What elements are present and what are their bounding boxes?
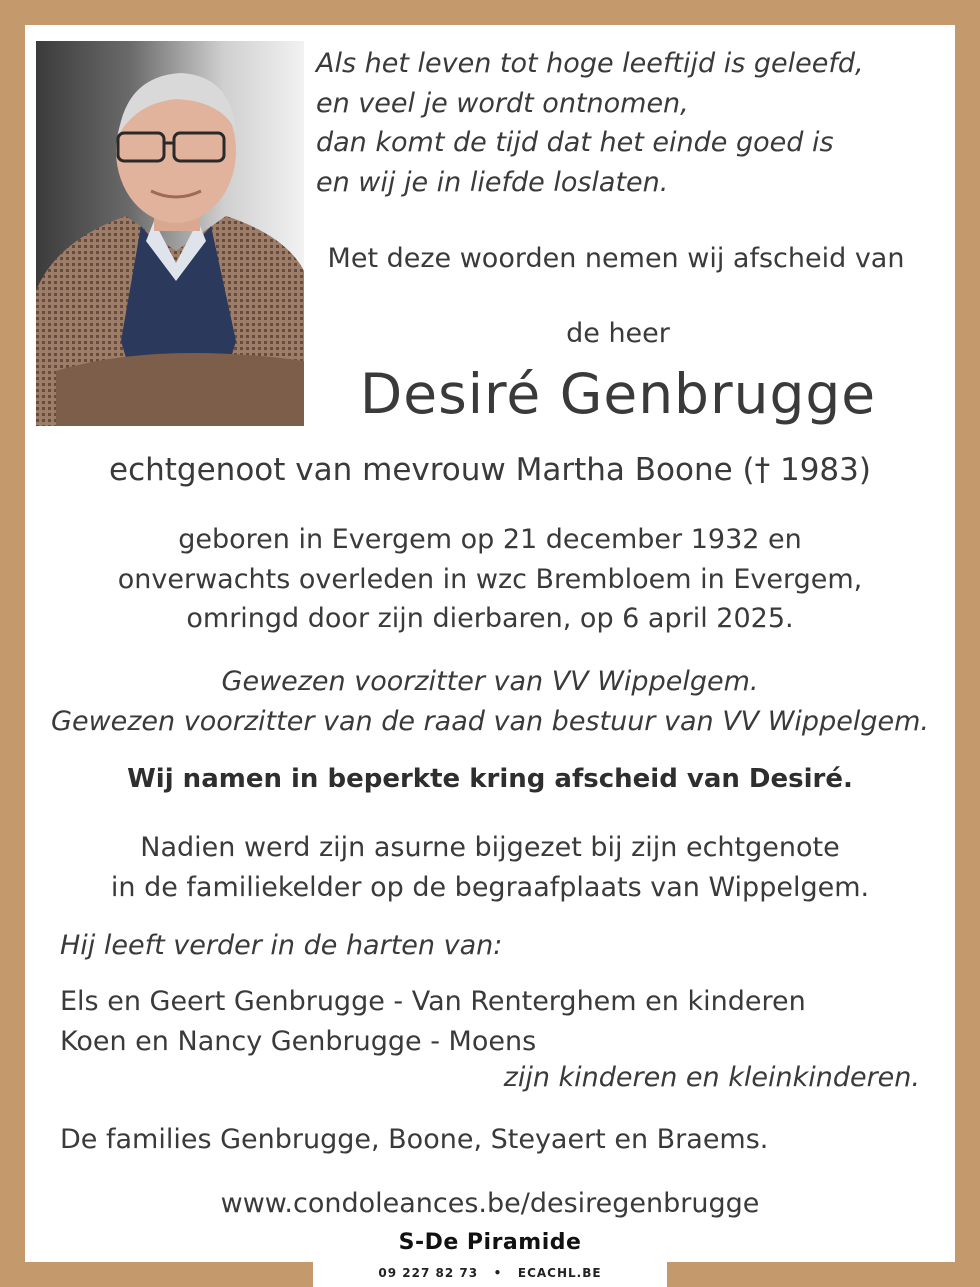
families-line: De families Genbrugge, Boone, Steyaert en Braems. [60, 1124, 769, 1155]
funeral-home-site: ECACHL.BE [517, 1266, 602, 1280]
roles [25, 662, 955, 742]
child-line: Koen en Nancy Genbrugge - Moens [60, 1026, 537, 1057]
funeral-home-name: S-De Piramide [398, 1230, 582, 1255]
portrait-photo [36, 41, 304, 426]
poem-line: dan komt de tijd dat het einde goed is [316, 127, 834, 158]
child-line: Els en Geert Genbrugge - Van Renterghem en kinderen [60, 986, 806, 1017]
poem [316, 44, 864, 202]
children-list [60, 982, 806, 1062]
urn-line: Nadien werd zijn asurne bijgezet bij zijn echtgenote [140, 832, 840, 863]
condolence-link[interactable]: www.condoleances.be/desiregenbrugge [220, 1188, 760, 1219]
funeral-home-phone: 09 227 82 73 [378, 1266, 479, 1280]
spouse-line: echtgenoot van mevrouw Martha Boone († 1983) [109, 452, 871, 488]
portrait-illustration [36, 41, 304, 426]
survivors-heading: Hij leeft verder in de harten van: [60, 930, 503, 961]
intro-text: Met deze woorden nemen wij afscheid van [327, 243, 905, 274]
birth-death-info [25, 520, 955, 639]
deceased-name: Desiré Genbrugge [359, 362, 877, 426]
funeral-home-contact [313, 1266, 667, 1280]
born-line: omringd door zijn dierbaren, op 6 april 2025. [186, 603, 794, 634]
born-line: onverwachts overleden in wzc Brembloem in Evergem, [117, 563, 863, 595]
poem-line: Als het leven tot hoge leeftijd is geleefd, [316, 48, 864, 79]
urn-info [25, 828, 955, 908]
role-line: Gewezen voorzitter van de raad van bestuur van VV Wippelgem. [51, 706, 929, 737]
born-line: geboren in Evergem op 21 december 1932 en [178, 524, 802, 555]
children-role: zijn kinderen en kleinkinderen. [503, 1062, 920, 1093]
urn-line: in de familiekelder op de begraafplaats van Wippelgem. [110, 872, 870, 903]
title-prefix: de heer [566, 318, 670, 349]
poem-line: en wij je in liefde loslaten. [316, 166, 669, 198]
farewell-note: Wij namen in beperkte kring afscheid van Desiré. [127, 764, 853, 794]
poem-line: en veel je wordt ontnomen, [316, 87, 689, 119]
separator-dot: • [493, 1266, 503, 1280]
role-line: Gewezen voorzitter van VV Wippelgem. [221, 666, 759, 697]
